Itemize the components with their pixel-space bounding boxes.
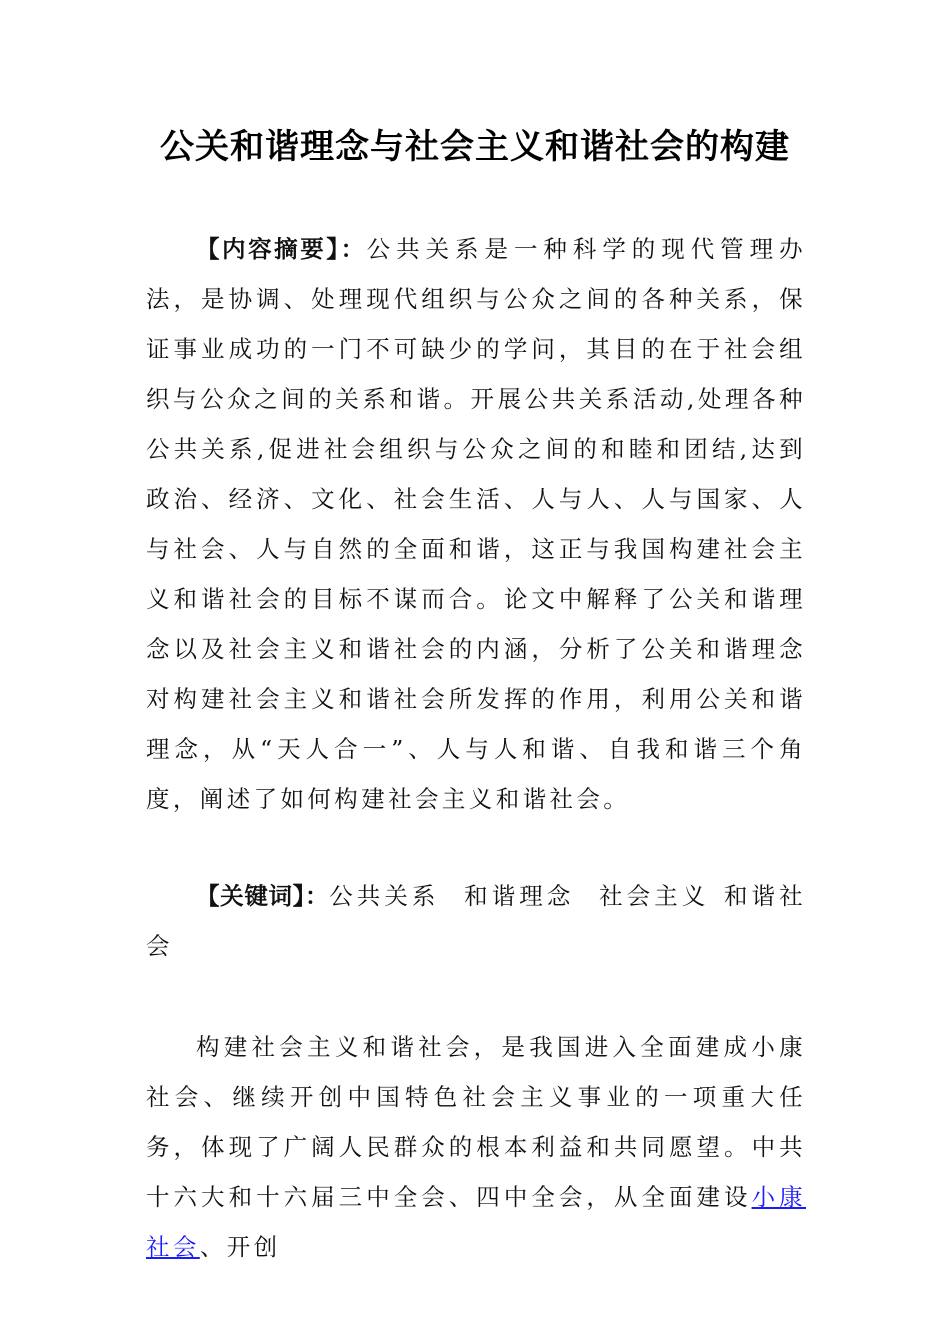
xiaokang-link[interactable]: 小康社会 — [146, 1183, 806, 1261]
keywords-label: 【关键词】： — [196, 882, 330, 910]
body-text-tail: 、开创 — [199, 1233, 281, 1261]
document-title: 公关和谐理念与社会主义和谐社会的构建 — [160, 127, 790, 167]
keyword-item: 和谐理念 — [463, 882, 575, 910]
keyword-item: 和谐社会 — [146, 882, 807, 960]
body-paragraph — [146, 1022, 806, 1272]
keyword-item: 公共关系 — [329, 882, 440, 910]
keywords-paragraph — [146, 871, 806, 971]
abstract-paragraph — [146, 224, 806, 824]
abstract-text: 公共关系是一种科学的现代管理办法，是协调、处理现代组织与公众之间的各种关系，保证事业成功的一门不可缺少的学问，其目的在于社会组织与公众之间的关系和谐。开展公共关系活动,处理各种公共关系,促进社会组织与公众之间的和睦和团结,达到政治、经济、文化、社会生活、人与人、人与国家、人与社会、人与自然的全面和谐，这正与我国构建社会主义和谐社会的目标不谋而合。论文中解释了公关和谐理念以及社会主义和谐社会的内涵，分析了公关和谐理念对构建社会主义和谐社会所发挥的作用，利用公关和谐理念，从“天人合一”、人与人和谐、自我和谐三个角度，阐述了如何构建社会主义和谐社会。 — [146, 235, 807, 813]
body-text: 构建社会主义和谐社会，是我国进入全面建成小康社会、继续开创中国特色社会主义事业的一项重大任务，体现了广阔人民群众的根本利益和共同愿望。中共十六大和十六届三中全会、四中全会，从全面建设 — [146, 1033, 806, 1211]
keyword-item: 社会主义 — [598, 882, 710, 910]
abstract-label: 【内容摘要】： — [196, 235, 367, 263]
